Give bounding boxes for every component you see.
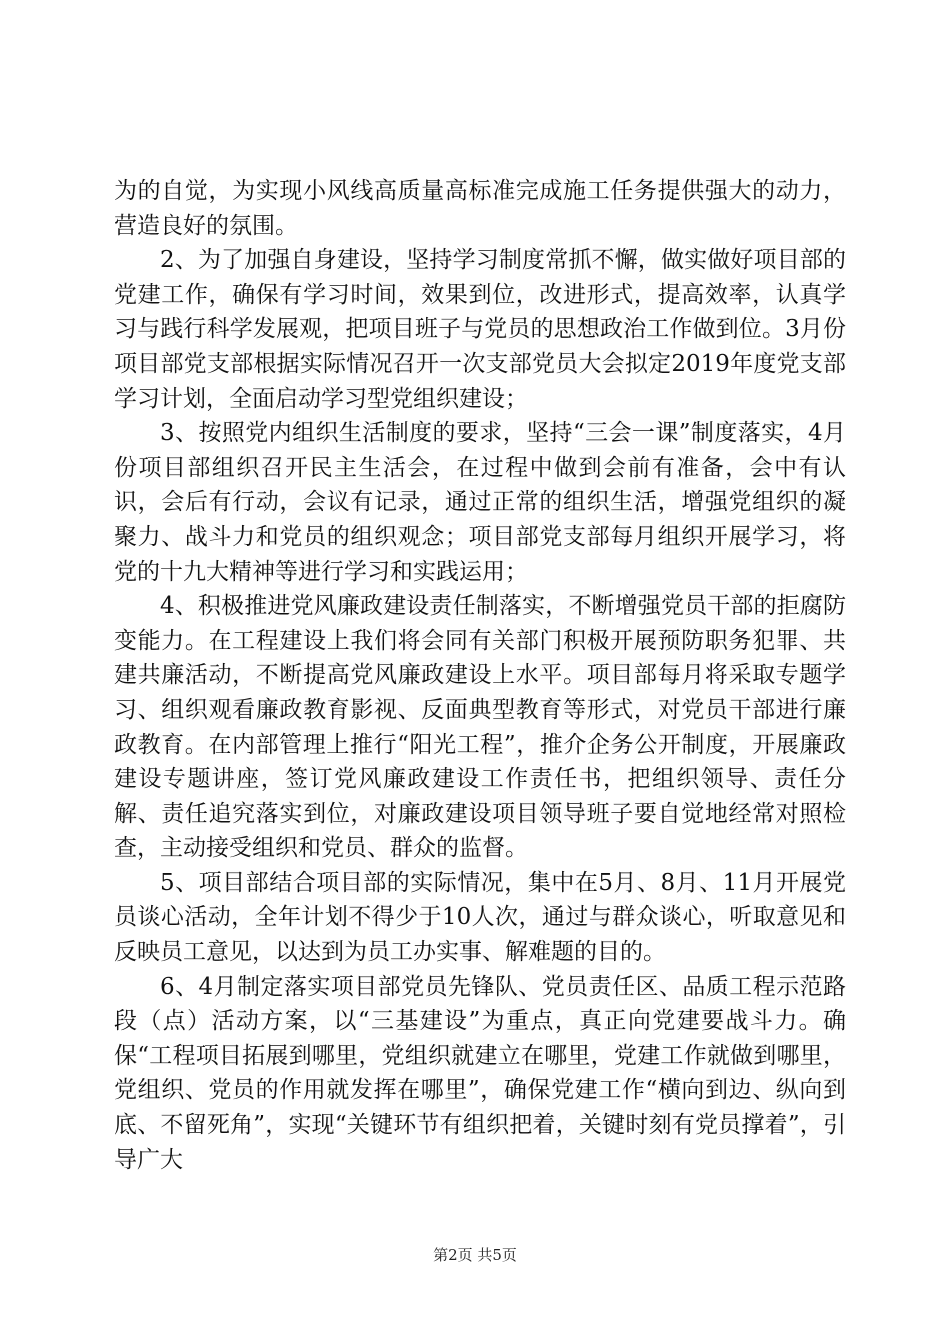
paragraph-item-2: 2、为了加强自身建设，坚持学习制度常抓不懈，做实做好项目部的党建工作，确保有学习时间，效果到位，改进形式，提高效率，认真学习与践行科学发展观，把项目班子与党员的思想政治工作做到位。3月份项目部党支部根据实际情况召开一次支部党员大会拟定2019年度党支部学习计划，全面启动学习型党组织建设； (114, 247, 846, 412)
document-body (114, 174, 846, 1177)
paragraph-item-3: 3、按照党内组织生活制度的要求，坚持“三会一课”制度落实，4月份项目部组织召开民主生活会，在过程中做到会前有准备，会中有认识，会后有行动，会议有记录，通过正常的组织生活，增强党组织的凝聚力、战斗力和党员的组织观念；项目部党支部每月组织开展学习，将党的十九大精神等进行学习和实践运用； (114, 420, 846, 585)
paragraph-item-6: 6、4月制定落实项目部党员先锋队、党员责任区、品质工程示范路段（点）活动方案，以“三基建设”为重点，真正向党建要战斗力。确保“工程项目拓展到哪里，党组织就建立在哪里，党建工作就做到哪里，党组织、党员的作用就发挥在哪里”，确保党建工作“横向到边、纵向到底、不留死角”，实现“关键环节有组织把着，关键时刻有党员撑着”，引导广大 (114, 973, 846, 1173)
paragraph-item-4: 4、积极推进党风廉政建设责任制落实，不断增强党员干部的拒腐防变能力。在工程建设上我们将会同有关部门积极开展预防职务犯罪、共建共廉活动，不断提高党风廉政建设上水平。项目部每月将采取专题学习、组织观看廉政教育影视、反面典型教育等形式，对党员干部进行廉政教育。在内部管理上推行“阳光工程”，推介企务公开制度，开展廉政建设专题讲座，签订党风廉政建设工作责任书，把组织领导、责任分解、责任追究落实到位，对廉政建设项目领导班子要自觉地经常对照检查，主动接受组织和党员、群众的监督。 (114, 593, 846, 862)
page-number-footer: 第2页 共5页 (433, 1246, 517, 1264)
paragraph-item-5: 5、项目部结合项目部的实际情况，集中在5月、8月、11月开展党员谈心活动，全年计划不得少于10人次，通过与群众谈心，听取意见和反映员工意见，以达到为员工办实事、解难题的目的。 (114, 869, 846, 966)
paragraph-continuation: 为的自觉，为实现小风线高质量高标准完成施工任务提供强大的动力，营造良好的氛围。 (114, 178, 846, 239)
